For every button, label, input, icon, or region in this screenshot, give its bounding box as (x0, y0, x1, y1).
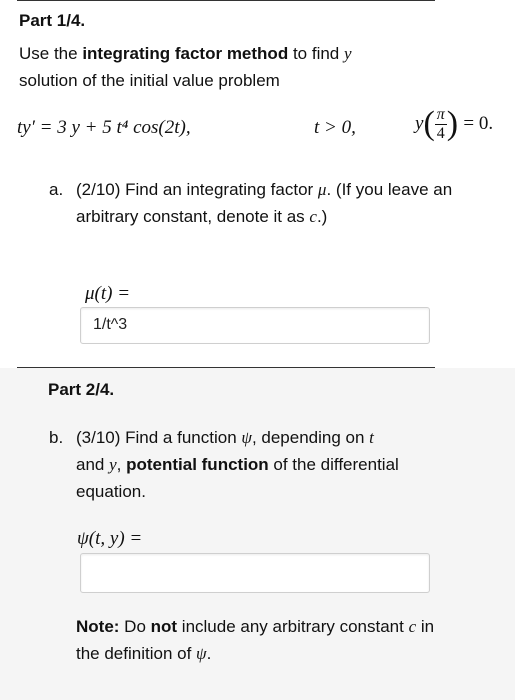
ic-denominator: 4 (436, 124, 445, 142)
note-psi-symbol: ψ (196, 644, 207, 663)
differential-equation (17, 105, 512, 147)
intro-line2: solution of the initial value problem (19, 71, 280, 90)
question-a-text (76, 176, 456, 230)
note-text4: . (206, 644, 212, 663)
question-b-bold: potential function (126, 455, 269, 474)
question-a-suffix: .) (316, 207, 328, 226)
note-not: not (150, 617, 178, 636)
mu-answer-label: μ(t) = (85, 283, 131, 304)
part-1-title: Part 1/4. (19, 11, 86, 30)
ic-close-paren: ) (446, 105, 459, 142)
part-2-title: Part 2/4. (48, 380, 115, 399)
question-b-comma: , (116, 455, 127, 474)
question-b-text (76, 424, 456, 505)
mu-answer-input[interactable]: 1/t^3 (80, 307, 430, 344)
top-divider (17, 0, 435, 1)
intro-prefix: Use the (19, 44, 83, 63)
note-constant-symbol: c (408, 617, 417, 636)
intro-suffix: to find (288, 44, 344, 63)
question-b-and: and (76, 455, 110, 474)
question-a-marker: a. (49, 180, 64, 199)
y-symbol: y (109, 455, 117, 474)
ic-fraction (435, 106, 447, 143)
question-a-mid: . (If you leave an arbitrary constant, denote it as (76, 180, 453, 226)
note-label: Note: (76, 617, 120, 636)
question-b-prefix: (3/10) Find a function (76, 428, 242, 447)
ic-open-paren: ( (423, 105, 435, 142)
psi-answer-label: ψ(t, y) = (77, 528, 143, 549)
equation-condition: t > 0, (314, 117, 356, 138)
note (76, 613, 456, 667)
equation-lhs: ty′ = 3 y + 5 t⁴ cos(2t), (17, 117, 191, 138)
psi-symbol: ψ (241, 428, 252, 447)
mu-symbol: μ (317, 180, 327, 199)
intro-var: y (343, 44, 352, 63)
ic-function: y (415, 113, 424, 134)
part-2-section (0, 368, 515, 700)
question-a-prefix: (2/10) Find an integrating factor (76, 180, 318, 199)
ic-numerator: π (436, 105, 445, 123)
problem-statement (19, 40, 489, 94)
question-b-mid: , depending on (251, 428, 370, 447)
note-text3: in the definition of (76, 617, 435, 663)
ic-rhs: = 0. (463, 113, 494, 134)
intro-bold: integrating factor method (82, 44, 289, 63)
question-b-suffix: of the differential equation. (76, 455, 399, 501)
initial-condition (415, 105, 493, 155)
note-text1: Do (119, 617, 151, 636)
t-symbol: t (369, 428, 374, 447)
psi-answer-input[interactable] (80, 553, 430, 593)
constant-symbol: c (309, 207, 317, 226)
note-text2: include any arbitrary constant (177, 617, 409, 636)
question-b-marker: b. (49, 428, 64, 447)
